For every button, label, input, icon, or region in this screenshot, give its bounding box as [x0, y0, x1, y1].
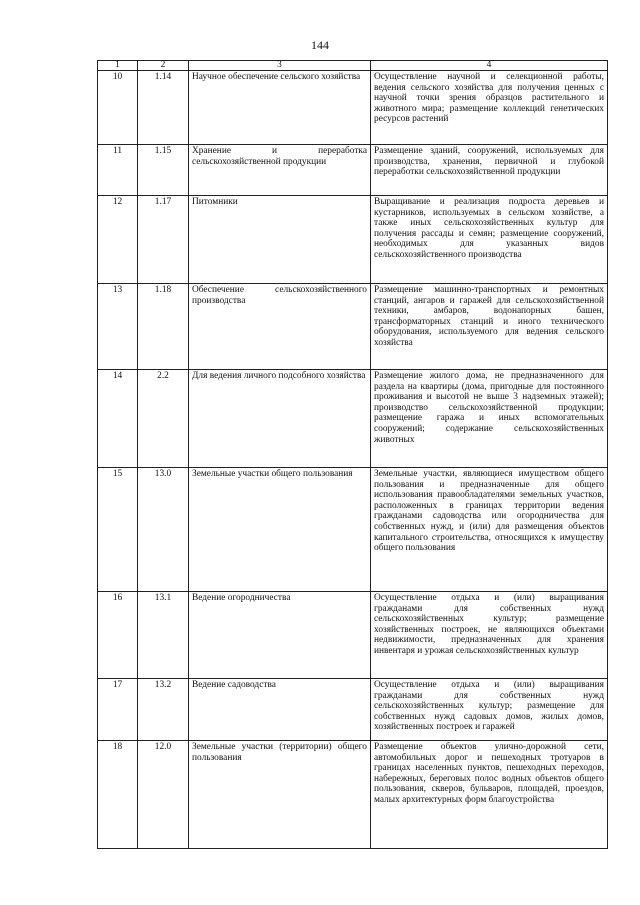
use-name: Хранение и переработка сельскохозяйственной продукции — [189, 145, 371, 196]
use-description: Размещение зданий, сооружений, используемых для производства, хранения, первичной и глубокой переработки сельскохозяйственной продукции — [371, 145, 608, 196]
use-code: 1.18 — [138, 284, 189, 370]
row-number: 18 — [98, 741, 138, 849]
use-code: 2.2 — [138, 370, 189, 468]
column-header-4: 4 — [371, 61, 608, 71]
land-use-table — [97, 60, 608, 849]
use-code: 1.14 — [138, 71, 189, 145]
row-number: 16 — [98, 592, 138, 679]
use-description: Размещение жилого дома, не предназначенного для раздела на квартиры (дома, пригодные для постоянного проживания и высотой не выше 3 надземных этажей); производство сельскохозяйственной продукции; размещение гаража и иных вспомогательных сооружений; содержание сельскохозяйственных животных — [371, 370, 608, 468]
row-number: 15 — [98, 468, 138, 592]
use-description: Земельные участки, являющиеся имуществом общего пользования и предназначенные для общего использования правообладателями земельных участков, расположенных в границах территории ведения гражданами садоводства или огородничества для собственных нужд, и (или) для размещения объектов капитального строительства, относящихся к имуществу общего пользования — [371, 468, 608, 592]
use-name: Для ведения личного подсобного хозяйства — [189, 370, 371, 468]
use-code: 1.15 — [138, 145, 189, 196]
use-code: 12.0 — [138, 741, 189, 849]
table-row — [98, 284, 608, 370]
use-description: Выращивание и реализация подроста деревьев и кустарников, используемых в сельском хозяйстве, а также иных сельскохозяйственных культур для получения рассады и семян; размещение сооружений, необходимых для указанных видов сельскохозяйственного производства — [371, 196, 608, 284]
use-name: Ведение огородничества — [189, 592, 371, 679]
table-row — [98, 741, 608, 849]
use-description: Размещение объектов улично-дорожной сети, автомобильных дорог и пешеходных тротуаров в границах населенных пунктов, пешеходных переходов, набережных, береговых полос водных объектов общего пользования, скверов, бульваров, площадей, проездов, малых архитектурных форм благоустройства — [371, 741, 608, 849]
use-code: 13.0 — [138, 468, 189, 592]
page-number: 144 — [311, 38, 329, 52]
column-header-3: 3 — [189, 61, 371, 71]
use-name: Земельные участки (территории) общего пользования — [189, 741, 371, 849]
row-number: 10 — [98, 71, 138, 145]
table-row — [98, 145, 608, 196]
use-description: Осуществление отдыха и (или) выращивания гражданами для собственных нужд сельскохозяйственных культур; размещение хозяйственных построек, не являющихся объектами недвижимости, предназначенных для хранения инвентаря и урожая сельскохозяйственных культур — [371, 592, 608, 679]
column-header-2: 2 — [138, 61, 189, 71]
table-row — [98, 196, 608, 284]
row-number: 11 — [98, 145, 138, 196]
use-name: Питомники — [189, 196, 371, 284]
use-name: Ведение садоводства — [189, 679, 371, 741]
row-number: 14 — [98, 370, 138, 468]
table-row — [98, 468, 608, 592]
use-name: Земельные участки общего пользования — [189, 468, 371, 592]
use-name: Научное обеспечение сельского хозяйства — [189, 71, 371, 145]
use-code: 13.1 — [138, 592, 189, 679]
table-row — [98, 592, 608, 679]
use-name: Обеспечение сельскохозяйственного производства — [189, 284, 371, 370]
use-code: 13.2 — [138, 679, 189, 741]
use-code: 1.17 — [138, 196, 189, 284]
table-row — [98, 370, 608, 468]
header-row — [98, 61, 608, 71]
table-row — [98, 71, 608, 145]
row-number: 17 — [98, 679, 138, 741]
use-description: Размещение машинно-транспортных и ремонтных станций, ангаров и гаражей для сельскохозяйственной техники, амбаров, водонапорных башен, трансформаторных станций и иного технического оборудования, используемого для ведения сельского хозяйства — [371, 284, 608, 370]
column-header-1: 1 — [98, 61, 138, 71]
row-number: 13 — [98, 284, 138, 370]
use-description: Осуществление научной и селекционной работы, ведения сельского хозяйства для получения ценных с научной точки зрения образцов растительного и животного мира; размещение коллекций генетических ресурсов растений — [371, 71, 608, 145]
table-row — [98, 679, 608, 741]
use-description: Осуществление отдыха и (или) выращивания гражданами для собственных нужд сельскохозяйственных культур; размещение для собственных нужд садовых домов, жилых домов, хозяйственных построек и гаражей — [371, 679, 608, 741]
row-number: 12 — [98, 196, 138, 284]
